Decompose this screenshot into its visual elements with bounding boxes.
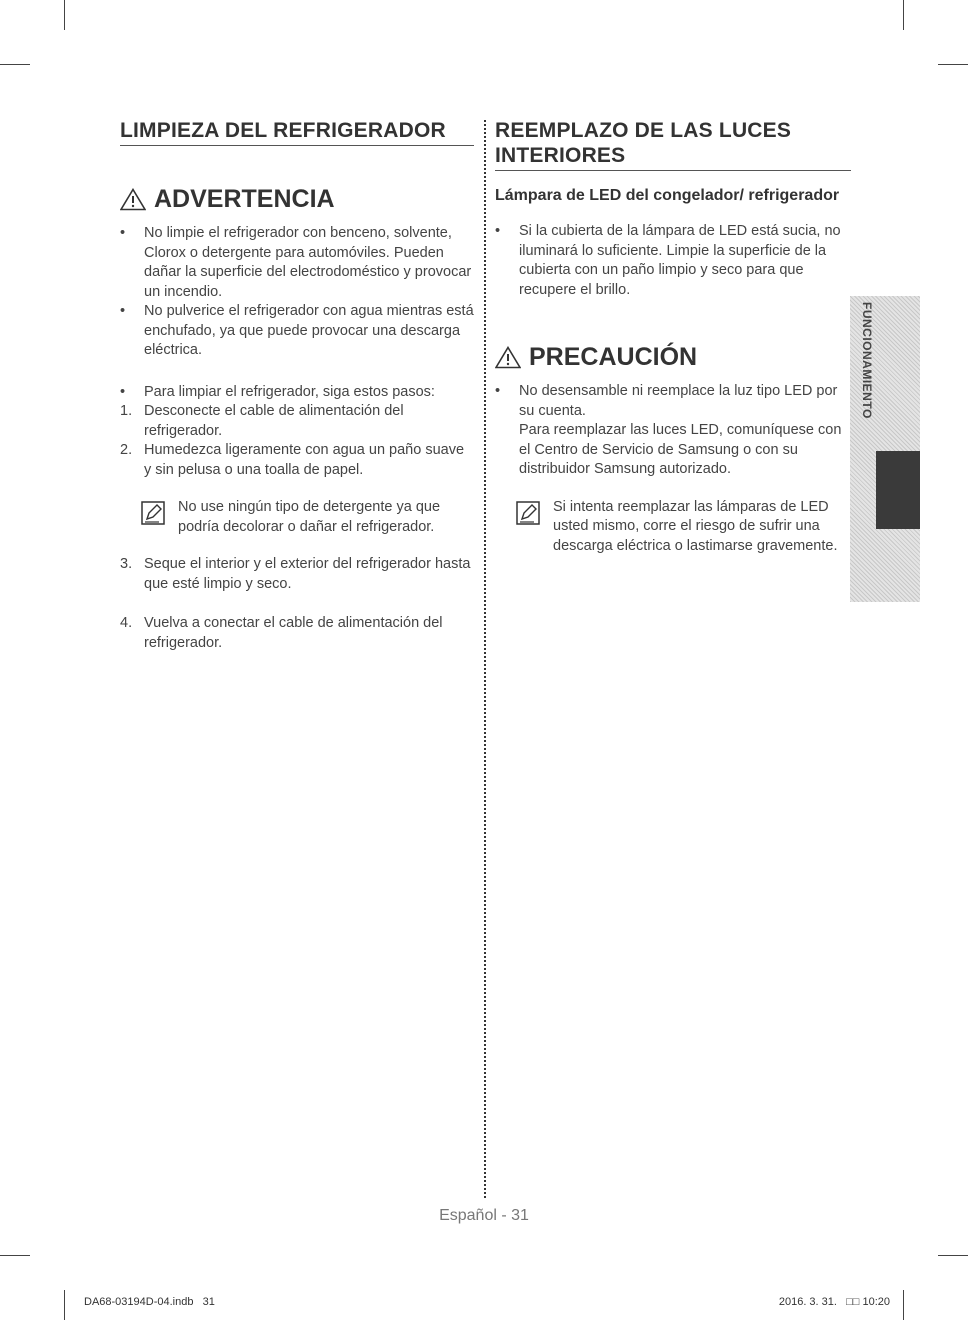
page-number: Español - 31 — [439, 1207, 529, 1224]
right-column — [495, 118, 851, 556]
print-timestamp: 2016. 3. 31. □□ 10:20 — [778, 1296, 890, 1308]
step-number: 3. — [120, 556, 133, 572]
led-item: • Si la cubierta de la lámpara de LED está sucia, no iluminará lo suficiente. Limpie la superficie de la cubierta con un paño limpio y seco para que recupere el brillo. — [495, 223, 841, 298]
subsection-title: Lámpara de LED del congelador/ refrigerador — [495, 187, 840, 204]
bullet-icon: • — [120, 303, 126, 319]
crop-mark — [938, 1255, 968, 1256]
side-tab-label: FUNCIONAMIENTO — [860, 302, 874, 419]
warning-item: • No limpie el refrigerador con benceno, solvente, Clorox o detergente para automóviles. Pueden dañar la superficie del electrodoméstico y provocar un incendio. — [120, 225, 472, 300]
crop-mark — [64, 1290, 65, 1320]
caution-line: Para reemplazar las luces LED, comuníquese con el Centro de Servicio de Samsung o con su distribuidor Samsung autorizado. — [519, 422, 842, 477]
crop-mark — [0, 1255, 30, 1256]
bullet-icon: • — [495, 223, 501, 239]
step-number: 2. — [120, 442, 133, 458]
bullet-icon: • — [495, 383, 501, 399]
step-item: 3. Seque el interior y el exterior del refrigerador hasta que esté limpio y seco. — [120, 556, 471, 592]
step-item: 1. Desconecte el cable de alimentación del refrigerador. — [120, 403, 404, 439]
step-number: 4. — [120, 615, 133, 631]
bullet-icon: • — [120, 225, 126, 241]
crop-mark — [938, 64, 968, 65]
caution-title: PRECAUCIÓN — [529, 343, 698, 371]
section-title-cleaning: LIMPIEZA DEL REFRIGERADOR — [120, 118, 474, 146]
crop-mark — [903, 0, 904, 30]
note-block: No use ningún tipo de detergente ya que podría decolorar o dañar el refrigerador. — [120, 498, 474, 537]
step-number: 1. — [120, 403, 133, 419]
caution-item — [495, 382, 851, 480]
side-tab-marker — [876, 451, 920, 529]
intro-item: • Para limpiar el refrigerador, siga estos pasos: — [120, 383, 474, 403]
crop-mark — [64, 0, 65, 30]
bullet-icon: • — [120, 383, 126, 400]
warning-title: ADVERTENCIA — [154, 185, 335, 213]
section-title-lights: REEMPLAZO DE LAS LUCES INTERIORES — [495, 118, 851, 171]
left-column — [120, 118, 474, 653]
caution-line: No desensamble ni reemplace la luz tipo LED por su cuenta. — [519, 383, 838, 419]
step-item: 4. Vuelva a conectar el cable de alimentación del refrigerador. — [120, 615, 443, 651]
file-name: DA68-03194D-04.indb 31 — [84, 1296, 215, 1308]
crop-mark — [903, 1290, 904, 1320]
warning-icon — [495, 346, 521, 369]
caution-heading — [495, 342, 851, 372]
note-pencil-icon — [515, 500, 541, 526]
warning-heading — [120, 184, 474, 214]
crop-mark — [0, 64, 30, 65]
warning-icon — [120, 188, 146, 211]
note-pencil-icon — [140, 500, 166, 526]
note-block: Si intenta reemplazar las lámparas de LED usted mismo, corre el riesgo de sufrir una descarga eléctrica o lastimarse gravemente. — [495, 498, 851, 557]
step-item: 2. Humedezca ligeramente con agua un paño suave y sin pelusa o una toalla de papel. — [120, 442, 465, 478]
column-divider — [484, 120, 486, 1198]
warning-item: • No pulverice el refrigerador con agua mientras está enchufado, ya que puede provocar una descarga eléctrica. — [120, 303, 474, 358]
